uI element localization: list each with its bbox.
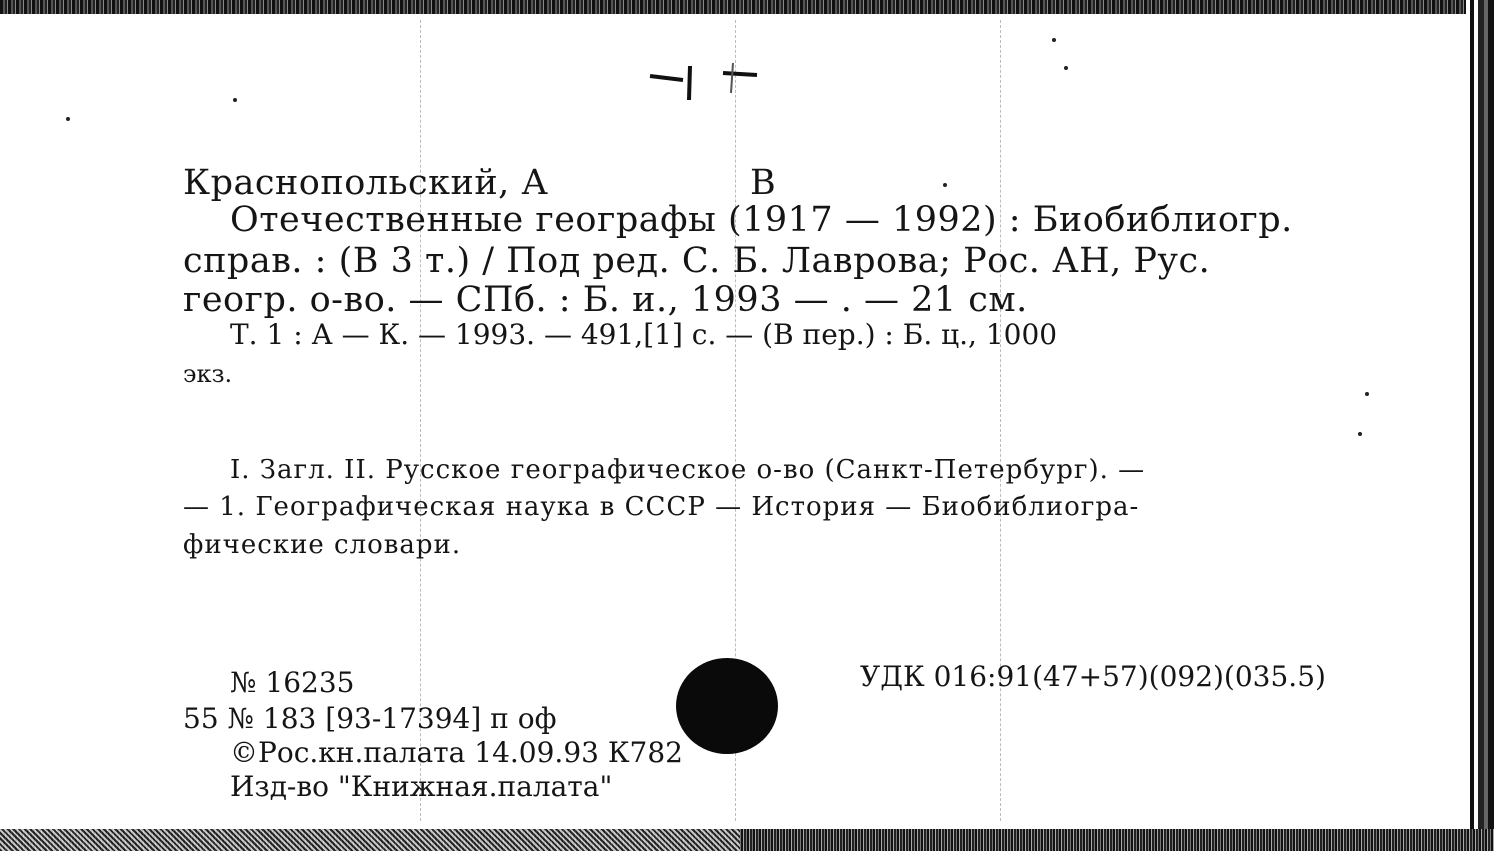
scan-edge-bottom-pattern xyxy=(0,829,740,851)
subject-line-1: I. Загл. II. Русское географическое о-во (Санкт-Петербург). — xyxy=(230,455,1146,485)
page-number-mark xyxy=(645,58,765,108)
title-line-2: справ. : (В 3 т.) / Под ред. С. Б. Лаврова; Рос. АН, Рус. xyxy=(183,241,1211,281)
copyright-line: ©Рос.кн.палата 14.09.93 К782 xyxy=(230,736,683,769)
scan-edge-right xyxy=(1466,0,1494,851)
scan-speck xyxy=(1052,38,1056,42)
punch-hole xyxy=(676,658,778,754)
volume-line-2: экз. xyxy=(183,360,233,388)
registration-line: 55 № 183 [93-17394] п оф xyxy=(183,702,557,735)
scan-artifact-line xyxy=(420,20,421,821)
title-line-1: Отечественные географы (1917 — 1992) : Биобиблиогр. xyxy=(230,200,1293,240)
subject-line-3: фические словари. xyxy=(183,530,462,560)
publisher-line: Изд-во "Книжная.палата" xyxy=(230,770,613,803)
card-number: № 16235 xyxy=(230,666,355,699)
title-line-3: геогр. о-во. — СПб. : Б. и., 1993 — . — 21 см. xyxy=(183,280,1028,320)
scan-edge-top xyxy=(0,0,1494,14)
volume-line-1: Т. 1 : А — К. — 1993. — 491,[1] с. — (В пер.) : Б. ц., 1000 xyxy=(230,318,1058,351)
scan-speck xyxy=(1365,392,1369,396)
scan-speck xyxy=(66,117,70,121)
udk-code: УДК 016:91(47+57)(092)(035.5) xyxy=(860,660,1326,693)
scan-speck xyxy=(943,183,947,187)
scan-artifact-line xyxy=(1000,20,1001,821)
subject-line-2: — 1. Географическая наука в СССР — История — Биобиблиогра- xyxy=(183,492,1140,522)
author-initial: В xyxy=(750,163,777,203)
author-surname: Краснопольский, А xyxy=(183,163,549,203)
scan-speck xyxy=(233,98,237,102)
scan-speck xyxy=(1358,432,1362,436)
scan-speck xyxy=(1064,66,1068,70)
